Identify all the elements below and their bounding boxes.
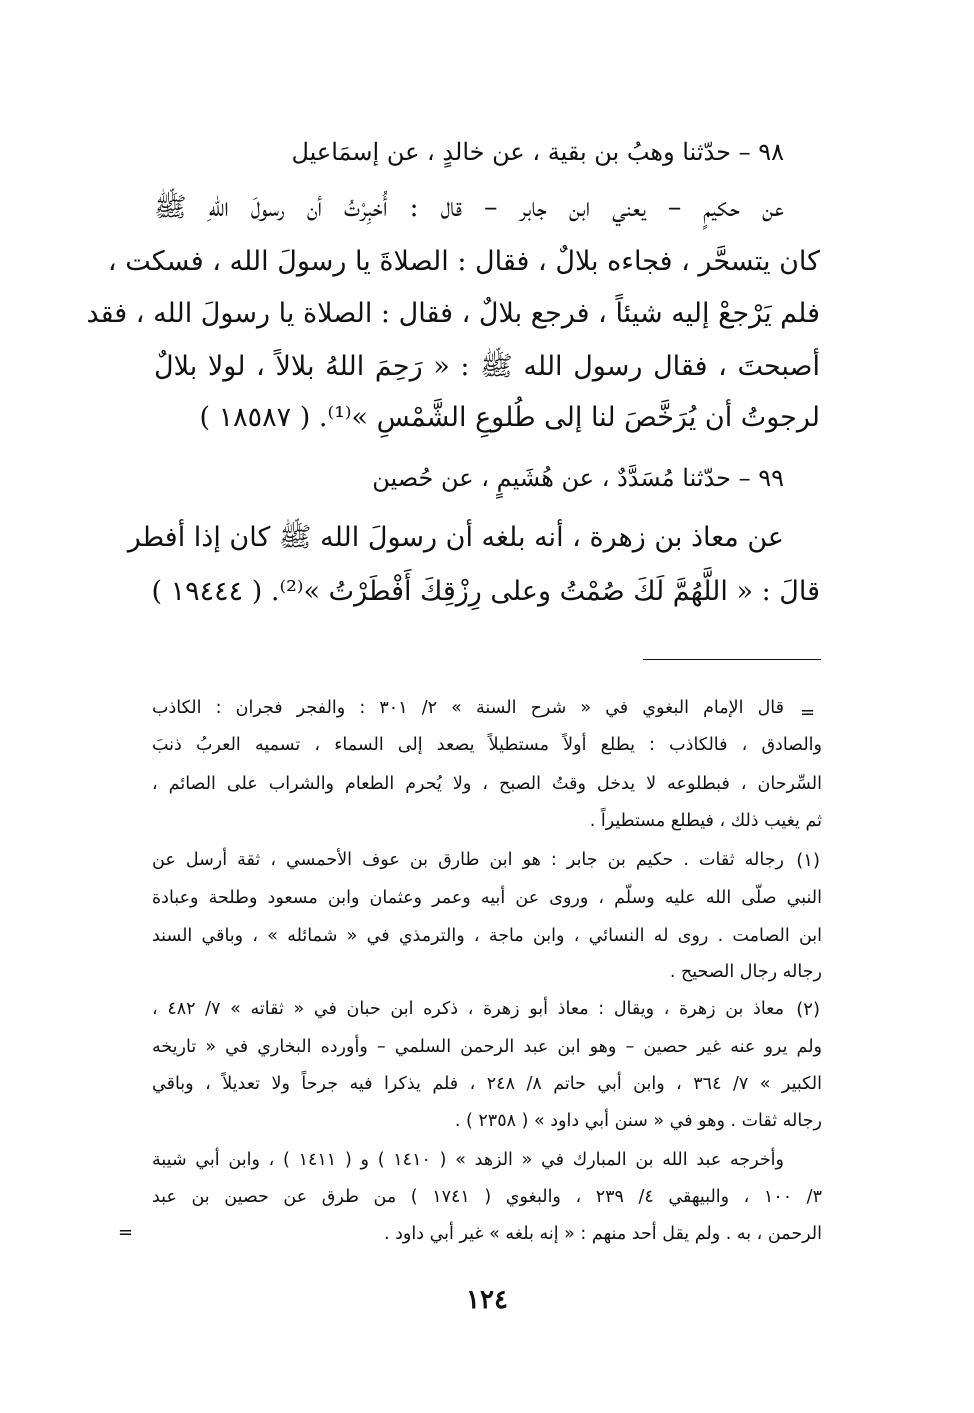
hadith-98-line-1: عن حكيمٍ – يعني ابن جابر – قال : أُخبِرْتُ أن رسولَ اللهِ ﷺ xyxy=(154,192,784,223)
footnote-continuation-line-4: ثم يغيب ذلك ، فيطلع مستطيراً . xyxy=(589,811,822,831)
continuation-marker: = xyxy=(800,702,816,723)
continuation-end-marker: = xyxy=(118,1222,134,1243)
hadith-98-heading: ٩٨ – حدّثنا وهبُ بن بقية ، عن خالدٍ ، عن إسمَاعيل xyxy=(291,138,784,166)
hadith-99-heading: ٩٩ – حدّثنا مُسَدَّدٌ ، عن هُشَيمٍ ، عن حُصين xyxy=(372,464,784,492)
hadith-98-line-3: فلم يَرْجعْ إليه شيئاً ، فرجع بلالٌ ، فقال : الصلاة يا رسولَ الله ، فقد xyxy=(86,298,820,329)
footnote-1-line-1: رجاله ثقات . حكيم بن جابر : هو ابن طارق بن عوف الأحمسي ، ثقة أرسل عن xyxy=(152,850,784,870)
footnote-2-line-5: وأخرجه عبد الله بن المبارك في « الزهد » ( ١٤١٠ ) و ( ١٤١١ ) ، وابن أبي شيبة xyxy=(152,1150,784,1170)
hadith-99-line-1: عن معاذ بن زهرة ، أنه بلغه أن رسولَ الله ﷺ كان إذا أفطر xyxy=(127,522,784,553)
footnote-2-line-1: معاذ بن زهرة ، ويقال : معاذ أبو زهرة ، ذكره ابن حبان في « ثقاته » ٧/ ٤٨٢ ، xyxy=(152,999,784,1019)
footnote-continuation-line-3: السِّرحان ، فبطلوعه لا يدخل وقتُ الصبح ، ولا يُحرم الطعام والشراب على الصائم ، xyxy=(152,774,822,794)
page-number: ١٢٤ xyxy=(466,1285,508,1315)
footnote-2-label: (٢) xyxy=(796,999,820,1020)
footnote-continuation-line-1: قال الإمام البغوي في « شرح السنة » ٢/ ٣٠١ : والفجر فجران : الكاذب xyxy=(152,698,785,718)
footnote-2-line-2: ولم يرو عنه غير حصين – وهو ابن عبد الرحمن السلمي – وأورده البخاري في « تاريخه xyxy=(152,1037,822,1057)
footnote-1-line-3: ابن الصامت . روى له النسائي ، وابن ماجة ، والترمذي في « شمائله » ، وباقي السند xyxy=(152,926,822,946)
footnote-2-line-4: رجاله ثقات . وهو في « سنن أبي داود » ( ٢٣٥٨ ) . xyxy=(454,1111,822,1131)
footnote-2-line-6: ٣/ ١٠٠ ، والبيهقي ٤/ ٢٣٩ ، والبغوي ( ١٧٤١ ) من طرق عن حصين بن عبد xyxy=(152,1187,822,1207)
hadith-99-line-2: قالَ : « اللَّهُمَّ لَكَ صُمْتُ وعلى رِزْقِكَ أَفْطَرْتُ »⁽²⁾. ( ١٩٤٤٤ ) xyxy=(151,576,820,607)
footnote-continuation-line-2: والصادق ، فالكاذب : يطلع أولاً مستطيلاً يصعد إلى السماء ، تسميه العربُ ذنبَ xyxy=(152,735,822,755)
footnote-separator xyxy=(643,659,821,660)
footnote-1-label: (١) xyxy=(796,850,820,871)
footnote-2-line-3: الكبير » ٧/ ٣٦٤ ، وابن أبي حاتم ٨/ ٢٤٨ ، فلم يذكرا فيه جرحاً ولا تعديلاً ، وباقي xyxy=(152,1074,822,1094)
hadith-98-line-2: كان يتسحَّر ، فجاءه بلالٌ ، فقال : الصلاةَ يا رسولَ الله ، فسكت ، xyxy=(107,246,820,277)
hadith-98-line-4: أصبحتَ ، فقال رسول الله ﷺ : « رَحِمَ اللهُ بلالاً ، لولا بلالٌ xyxy=(154,351,820,382)
footnote-1-line-4: رجاله رجال الصحيح . xyxy=(669,962,822,982)
footnote-1-line-2: النبي صلّى الله عليه وسلّم ، وروى عن أبيه وعمر وعثمان وابن مسعود وطلحة وعبادة xyxy=(152,888,822,908)
footnote-2-line-7: الرحمن ، به . ولم يقل أحد منهم : « إنه بلغه » غير أبي داود . xyxy=(384,1224,822,1244)
hadith-98-line-5: لرجوتُ أن يُرَخَّصَ لنا إلى طُلوعِ الشَّمْسِ »⁽¹⁾. ( ١٨٥٨٧ ) xyxy=(199,402,820,433)
